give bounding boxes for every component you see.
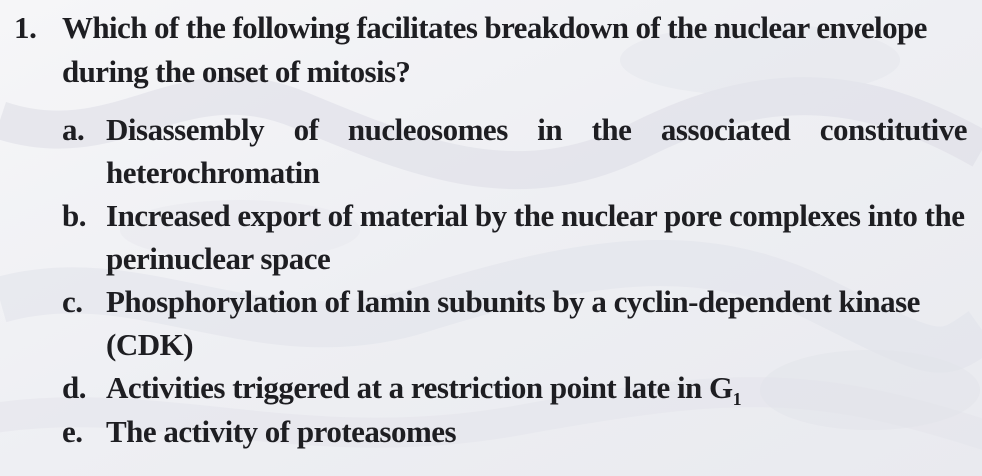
option-letter: a. [62,112,85,147]
option-letter: b. [62,198,86,233]
option-text: The activity of proteasomes [106,414,457,449]
option-text: Phosphorylation of lamin subunits by a cyclin-dependent kinase (CDK) [106,284,920,362]
option-text: Disassembly of nucleosomes in the associated constitutive heterochromatin [106,112,967,190]
answer-option-a[interactable] [62,108,967,194]
option-subscript: 1 [732,389,742,410]
option-letter: e. [62,414,83,449]
question-stem: Which of the following facilitates breakdown of the nuclear envelope during the onset of mitosis? [62,10,927,89]
option-letter: d. [62,370,86,405]
option-text-wrapper [106,366,967,409]
option-letter: c. [62,284,83,319]
answer-option-c[interactable] [62,280,967,366]
question-number: 1. [14,10,37,45]
answer-option-b[interactable] [62,194,967,280]
answer-option-d[interactable] [62,366,967,409]
answer-option-e[interactable] [62,410,967,453]
option-text: Increased export of material by the nuclear pore complexes into the perinuclear space [106,198,965,276]
option-text: Activities triggered at a restriction point late in G [106,370,733,405]
